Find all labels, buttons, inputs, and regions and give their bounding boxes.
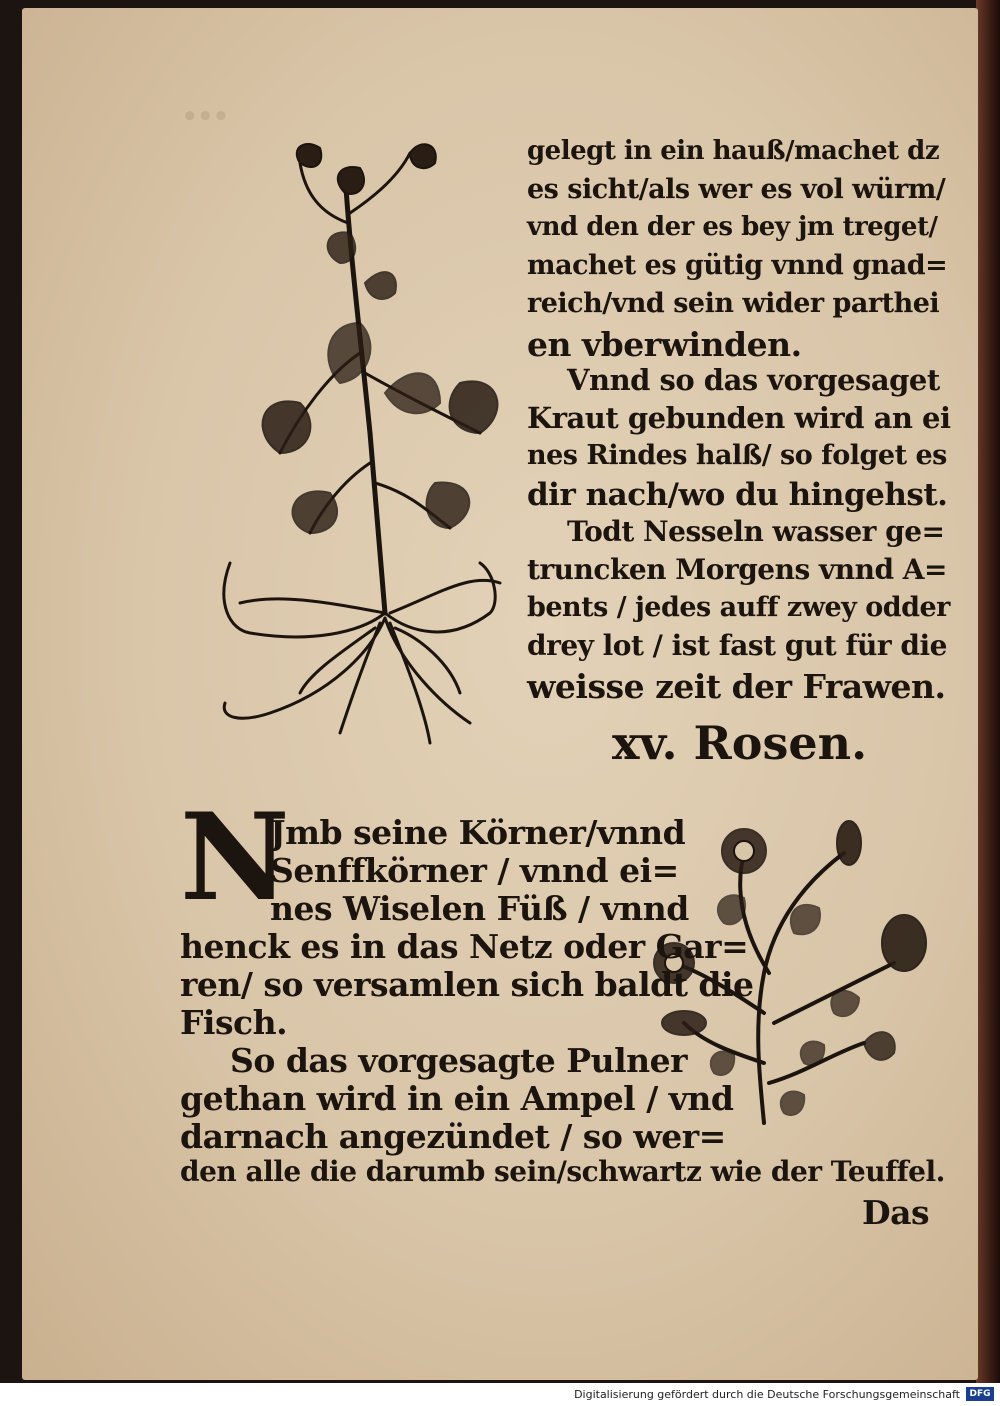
text-line: gethan wird in ein Ampel / vnd: [180, 1079, 734, 1118]
text-line: vnd den der es bey jm treget/: [527, 212, 938, 242]
text-line: en vberwinden.: [527, 325, 802, 364]
bleed-through: ∙∙∙: [182, 98, 229, 133]
text-line: machet es gütig vnnd gnad=: [527, 250, 948, 281]
book-page: [22, 8, 978, 1380]
nettle-woodcut: [210, 133, 510, 753]
text-line: reich/vnd sein wider parthei: [527, 288, 940, 319]
section-heading: xv. Rosen.: [612, 716, 868, 770]
text-line: henck es in das Netz oder Gar=: [180, 927, 749, 966]
text-line: darnach angezündet / so wer=: [180, 1117, 726, 1156]
text-line: Vnnd so das vorgesaget: [567, 363, 940, 397]
text-line: Jmb seine Körner/vnnd: [270, 813, 686, 852]
text-line: Kraut gebunden wird an ei: [527, 401, 951, 435]
footer-credit: Digitalisierung gefördert durch die Deutsche Forschungsgemeinschaft: [574, 1388, 960, 1401]
text-line: nes Wiselen Füß / vnnd: [270, 889, 689, 928]
text-line: es sicht/als wer es vol würm/: [527, 174, 946, 205]
book-edge: [976, 0, 1000, 1383]
text-line: drey lot / ist fast gut für die: [527, 629, 947, 662]
text-line: Todt Nesseln wasser ge=: [567, 515, 945, 548]
text-line: weisse zeit der Frawen.: [527, 667, 946, 706]
catchword: Das: [862, 1193, 930, 1232]
dfg-logo[interactable]: DFG: [966, 1387, 994, 1401]
text-line: nes Rindes halß/ so folget es: [527, 440, 947, 471]
text-line: ren/ so versamlen sich baldt die: [180, 965, 754, 1004]
text-line: Fisch.: [180, 1003, 288, 1042]
text-line: Senffkörner / vnnd ei=: [270, 851, 679, 890]
digitization-footer: [0, 1383, 1000, 1406]
drop-cap: N: [180, 787, 290, 928]
text-line: gelegt in ein hauß/machet dz: [527, 136, 940, 166]
text-line: dir nach/wo du hingehst.: [527, 477, 948, 513]
text-line: So das vorgesagte Pulner: [230, 1041, 687, 1080]
text-line: den alle die darumb sein/schwartz wie der Teuffel.: [180, 1155, 945, 1188]
text-line: truncken Morgens vnnd A=: [527, 553, 947, 586]
text-line: bents / jedes auff zwey odder: [527, 592, 950, 623]
